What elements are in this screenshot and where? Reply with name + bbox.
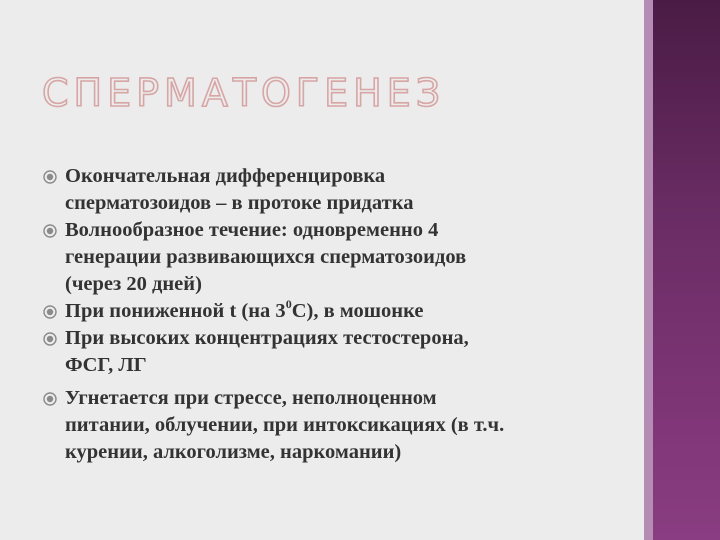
bullet-line: курении, алкоголизме, наркомании)	[65, 441, 402, 463]
target-bullet-icon	[43, 332, 57, 346]
bullet-text-pre: При пониженной t (на 3	[65, 300, 286, 322]
bullet-line: Угнетается при стрессе, неполноценном	[65, 387, 437, 409]
bullet-superscript: 0	[285, 297, 292, 312]
bullet-line: генерации развивающихся сперматозоидов	[65, 246, 467, 268]
bullet-text-post: С), в мошонке	[291, 300, 424, 322]
bullet-line: Волнообразное течение: одновременно 4	[65, 219, 439, 241]
target-bullet-icon	[43, 305, 57, 319]
bullet-line: ФСГ, ЛГ	[65, 354, 147, 376]
bullet-item-4	[43, 325, 603, 379]
bullet-line: Окончательная дифференцировка	[65, 165, 386, 187]
target-bullet-icon	[43, 170, 57, 184]
accent-stripe-purple	[653, 0, 720, 540]
bullet-item-2	[43, 217, 603, 298]
bullet-line: При высоких концентрациях тестостерона,	[65, 327, 469, 349]
slide-title: СПЕРМАТОГЕНЕЗ	[42, 71, 446, 115]
bullet-item-5	[43, 385, 603, 466]
bullet-line: (через 20 дней)	[65, 273, 202, 295]
bullet-item-1	[43, 163, 603, 217]
bullet-line: сперматозоидов – в протоке придатка	[65, 192, 414, 214]
bullet-list	[43, 163, 603, 466]
accent-stripe-light	[644, 0, 653, 540]
bullet-line: питании, облучении, при интоксикациях (в т.ч.	[65, 414, 505, 436]
bullet-item-3	[43, 298, 603, 325]
target-bullet-icon	[43, 392, 57, 406]
target-bullet-icon	[43, 224, 57, 238]
